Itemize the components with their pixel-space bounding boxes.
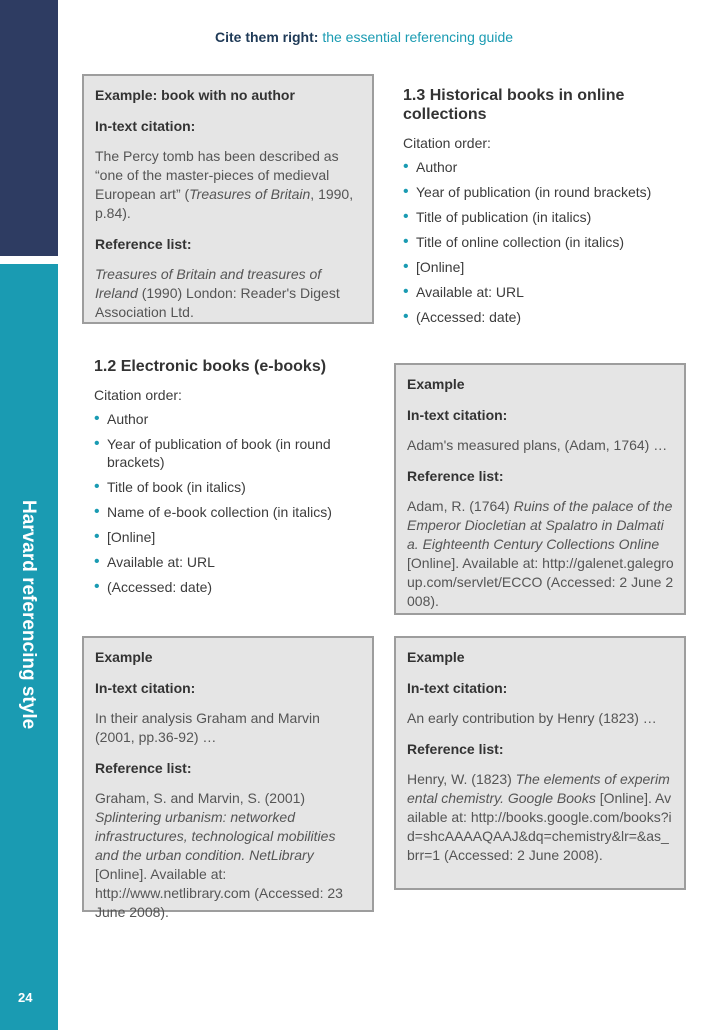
intext-label: In-text citation: bbox=[407, 407, 508, 423]
running-head-subtitle: the essential referencing guide bbox=[322, 29, 514, 45]
intext-label: In-text citation: bbox=[95, 680, 196, 696]
example-box-no-author bbox=[82, 74, 374, 324]
example-heading: Example bbox=[95, 649, 153, 665]
intext-label: In-text citation: bbox=[95, 118, 196, 134]
list-item: • Author bbox=[94, 410, 374, 428]
list-item: • [Online] bbox=[403, 258, 693, 276]
list-item: • Year of publication of book (in round brackets) bbox=[94, 435, 374, 471]
example-heading: Example: book with no author bbox=[95, 87, 295, 103]
reference-entry: Graham, S. and Marvin, S. (2001) Splintering urbanism: networked infrastructures, technological mobilities and the urban condition. NetLibrary [Online]. Available at: http://www.netlibrary.com (Accessed: 23 June 2008). bbox=[95, 790, 343, 920]
intext-label: In-text citation: bbox=[407, 680, 508, 696]
list-item: • Author bbox=[403, 158, 693, 176]
example-heading: Example bbox=[407, 649, 465, 665]
reference-label: Reference list: bbox=[407, 741, 504, 757]
list-item: • Available at: URL bbox=[403, 283, 693, 301]
running-head bbox=[0, 29, 728, 45]
reference-entry: Henry, W. (1823) The elements of experimental chemistry. Google Books [Online]. Available at: http://books.google.com/books?id=shcAAAAQAAJ&dq=chemistry&lr=&as_brr=1 (Accessed: 2 June 2008). bbox=[407, 771, 672, 863]
section-title: 1.2 Electronic books (e-books) bbox=[94, 358, 327, 375]
list-item: • Title of book (in italics) bbox=[94, 478, 374, 496]
intext-citation: In their analysis Graham and Marvin (2001, pp.36-92) … bbox=[95, 710, 320, 745]
list-item: • Year of publication (in round brackets) bbox=[403, 183, 693, 201]
intext-citation: Adam's measured plans, (Adam, 1764) … bbox=[407, 437, 668, 453]
section-1-3 bbox=[403, 86, 693, 333]
citation-order-label: Citation order: bbox=[403, 135, 491, 151]
example-box-adam bbox=[394, 363, 686, 615]
list-item: • Title of publication (in italics) bbox=[403, 208, 693, 226]
section-1-2 bbox=[94, 357, 374, 603]
list-item: • Name of e-book collection (in italics) bbox=[94, 503, 374, 521]
reference-label: Reference list: bbox=[407, 468, 504, 484]
section-title: 1.3 Historical books in online collections bbox=[403, 87, 625, 123]
list-item: • [Online] bbox=[94, 528, 374, 546]
list-item: • (Accessed: date) bbox=[403, 308, 693, 326]
running-head-title: Cite them right: bbox=[214, 29, 319, 45]
intext-citation: An early contribution by Henry (1823) … bbox=[407, 710, 657, 726]
intext-citation: The Percy tomb has been described as “one of the master-pieces of medieval European art” (Treasures of Britain, 1990, p.84). bbox=[95, 148, 354, 221]
list-item: • Available at: URL bbox=[94, 553, 374, 571]
example-heading: Example bbox=[407, 376, 465, 392]
reference-label: Reference list: bbox=[95, 236, 192, 252]
sidebar-section-label: Harvard referencing style bbox=[18, 500, 39, 730]
reference-label: Reference list: bbox=[95, 760, 192, 776]
page-number: 24 bbox=[18, 990, 33, 1005]
reference-entry: Adam, R. (1764) Ruins of the palace of the Emperor Diocletian at Spalatro in Dalmatia. Eighteenth Century Collections Online [Online]. Available at: http://galenet.galegroup.com/servlet/ECCO (Accessed: 2 June 2008). bbox=[407, 498, 674, 609]
citation-order-label: Citation order: bbox=[94, 387, 182, 403]
list-item: • Title of online collection (in italics) bbox=[403, 233, 693, 251]
example-box-graham bbox=[82, 636, 374, 920]
list-item: • (Accessed: date) bbox=[94, 578, 374, 596]
example-box-henry bbox=[394, 636, 686, 890]
reference-entry: Treasures of Britain and treasures of Ireland (1990) London: Reader's Digest Association Ltd. bbox=[95, 266, 340, 320]
